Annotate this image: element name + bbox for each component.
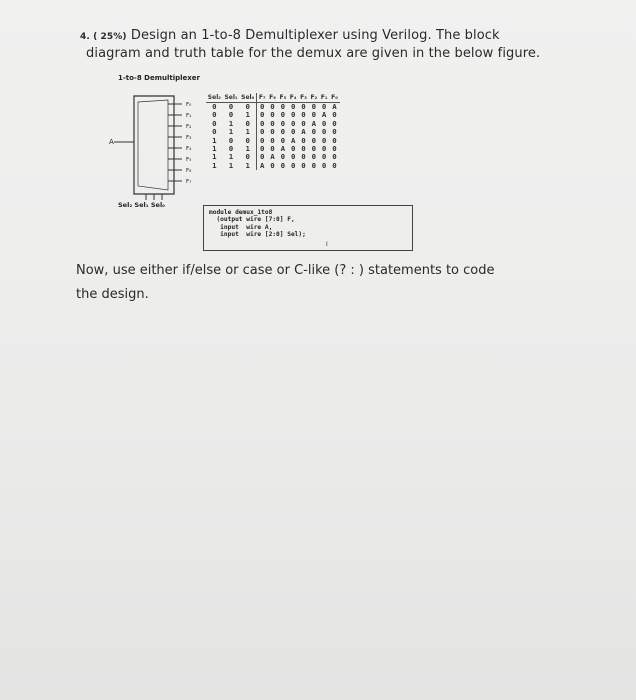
table-cell: 1 <box>228 152 234 162</box>
output-label: F₇ <box>186 179 192 185</box>
question-text-1: Design an 1-to-8 Demultiplexer using Verilog. The block <box>130 28 500 43</box>
input-a-label: A <box>109 138 114 146</box>
table-cell: 0 <box>321 102 327 111</box>
table-cell: 0 <box>259 144 265 154</box>
table-cell: 0 <box>311 135 317 145</box>
table-cell: 1 <box>228 160 234 170</box>
table-cell: A <box>321 110 327 120</box>
table-cell: 0 <box>259 110 265 120</box>
table-cell: 0 <box>280 118 286 128</box>
table-cell: 0 <box>301 102 306 111</box>
question-line-1 <box>80 28 500 43</box>
table-cell: 0 <box>212 118 217 128</box>
table-cell: 0 <box>332 152 337 162</box>
select-caption: Sel₂ Sel₁ Sel₀ <box>118 201 166 209</box>
truth-table-header-cell: F₄ <box>289 94 297 101</box>
truth-table-header-cell: F₀ <box>331 94 338 101</box>
table-cell: 0 <box>332 144 337 154</box>
table-cell: 0 <box>212 102 217 111</box>
table-cell: 0 <box>321 127 327 137</box>
table-cell: 0 <box>301 152 306 162</box>
table-cell: 0 <box>311 160 317 170</box>
table-cell: 0 <box>290 102 296 111</box>
table-cell: 0 <box>239 137 256 145</box>
table-cell: 0 <box>228 110 234 120</box>
table-cell: 0 <box>270 144 275 154</box>
table-cell: 0 <box>228 102 234 111</box>
truth-table-header-cell: F₂ <box>310 94 318 101</box>
table-cell: 0 <box>311 127 317 137</box>
verilog-code-box <box>203 205 413 251</box>
table-cell: 0 <box>321 144 327 154</box>
table-cell: 0 <box>301 118 306 128</box>
table-cell: A <box>311 118 317 128</box>
table-cell: 0 <box>259 135 265 145</box>
table-cell: 0 <box>311 152 317 162</box>
table-cell: 0 <box>311 110 317 120</box>
table-cell: 0 <box>332 118 337 128</box>
table-cell: 0 <box>270 102 275 111</box>
table-cell: 0 <box>280 152 286 162</box>
table-cell: 0 <box>270 135 275 145</box>
table-cell: A <box>290 135 296 145</box>
table-cell: 0 <box>321 118 327 128</box>
table-cell: 1 <box>228 118 234 128</box>
output-label: F₀ <box>186 102 192 108</box>
output-label: F₄ <box>186 146 192 152</box>
truth-table-body <box>206 103 340 171</box>
table-cell: 0 <box>239 120 256 128</box>
table-cell: 0 <box>321 152 327 162</box>
table-cell: 0 <box>290 127 296 137</box>
table-cell: 0 <box>259 118 265 128</box>
instruction-line-2: the design. <box>76 287 149 302</box>
table-cell: 0 <box>212 110 217 120</box>
code-line-2: (output wire [7:0] F, <box>209 216 295 224</box>
table-cell: 1 <box>212 160 217 170</box>
table-cell: 1 <box>212 152 217 162</box>
table-cell: 0 <box>259 127 265 137</box>
table-cell: 0 <box>280 110 286 120</box>
output-label: F₁ <box>186 113 192 119</box>
demux-body-inner <box>138 100 168 190</box>
table-cell: 0 <box>332 110 337 120</box>
table-cell: 0 <box>259 102 265 111</box>
table-cell: 0 <box>321 135 327 145</box>
output-label: F₂ <box>186 124 192 130</box>
table-cell: 0 <box>239 103 256 112</box>
table-cell: 0 <box>311 144 317 154</box>
table-cell: 1 <box>239 128 256 136</box>
table-cell: A <box>301 127 306 137</box>
table-cell: 0 <box>332 160 337 170</box>
figure-title: 1-to-8 Demultiplexer <box>118 74 200 82</box>
output-label: F₃ <box>186 135 192 141</box>
truth-table <box>206 93 340 170</box>
table-cell: 0 <box>290 152 296 162</box>
table-cell: 0 <box>280 135 286 145</box>
table-cell: A <box>259 160 265 170</box>
truth-table-header-cell: F₁ <box>320 94 328 101</box>
code-line-1: module demux_1to8 <box>209 209 273 216</box>
table-cell: 0 <box>259 152 265 162</box>
instruction-line-1: Now, use either if/else or case or C-like (? : ) statements to code <box>76 263 495 278</box>
output-lines <box>168 102 192 185</box>
table-cell: 0 <box>321 160 327 170</box>
truth-table-header-cell: F₆ <box>269 94 276 101</box>
table-cell: 1 <box>212 135 217 145</box>
code-line-4: input wire [2:0] Sel); <box>209 231 306 239</box>
table-cell: 0 <box>228 135 234 145</box>
table-cell: 0 <box>270 110 275 120</box>
table-cell: 1 <box>239 145 256 153</box>
question-line-2: diagram and truth table for the demux are given in the below figure. <box>86 46 541 61</box>
table-row <box>206 162 340 170</box>
table-cell: 0 <box>290 160 296 170</box>
table-cell: A <box>270 152 275 162</box>
table-cell: 0 <box>270 118 275 128</box>
table-cell: 0 <box>239 153 256 161</box>
table-cell: 0 <box>270 127 275 137</box>
table-cell: 0 <box>270 160 275 170</box>
truth-table-header-cell: F₅ <box>279 94 287 101</box>
truth-table-header-cell: Sel₀ <box>239 93 256 103</box>
table-cell: 0 <box>301 160 306 170</box>
table-cell: 0 <box>280 127 286 137</box>
table-cell: 0 <box>212 127 217 137</box>
truth-table-header-cell: F₃ <box>300 94 307 101</box>
table-cell: 0 <box>228 144 234 154</box>
table-cell: 0 <box>290 110 296 120</box>
table-cell: 0 <box>301 135 306 145</box>
table-cell: 0 <box>332 135 337 145</box>
table-cell: 0 <box>301 110 306 120</box>
table-cell: A <box>280 144 286 154</box>
code-line-3: input wire A, <box>209 223 273 231</box>
question-number: 4. ( 25%) <box>80 32 127 42</box>
table-cell: 0 <box>280 160 286 170</box>
table-cell: 0 <box>301 144 306 154</box>
table-cell: 1 <box>239 111 256 119</box>
truth-table-header-cell: Sel₂ <box>207 94 221 101</box>
output-label: F₅ <box>186 157 192 163</box>
output-label: F₆ <box>186 168 192 174</box>
text-cursor-icon: I <box>326 241 328 248</box>
table-cell: 0 <box>332 127 337 137</box>
truth-table-header-cell: Sel₁ <box>224 94 238 101</box>
truth-table-header-cell: F₇ <box>257 93 268 103</box>
table-cell: 0 <box>311 102 317 111</box>
table-cell: A <box>332 102 337 111</box>
table-cell: 0 <box>280 102 286 111</box>
table-cell: 1 <box>239 162 256 170</box>
demux-block-diagram <box>104 90 204 202</box>
table-cell: 1 <box>212 144 217 154</box>
table-cell: 1 <box>228 127 234 137</box>
table-cell: 0 <box>290 118 296 128</box>
table-cell: 0 <box>290 144 296 154</box>
